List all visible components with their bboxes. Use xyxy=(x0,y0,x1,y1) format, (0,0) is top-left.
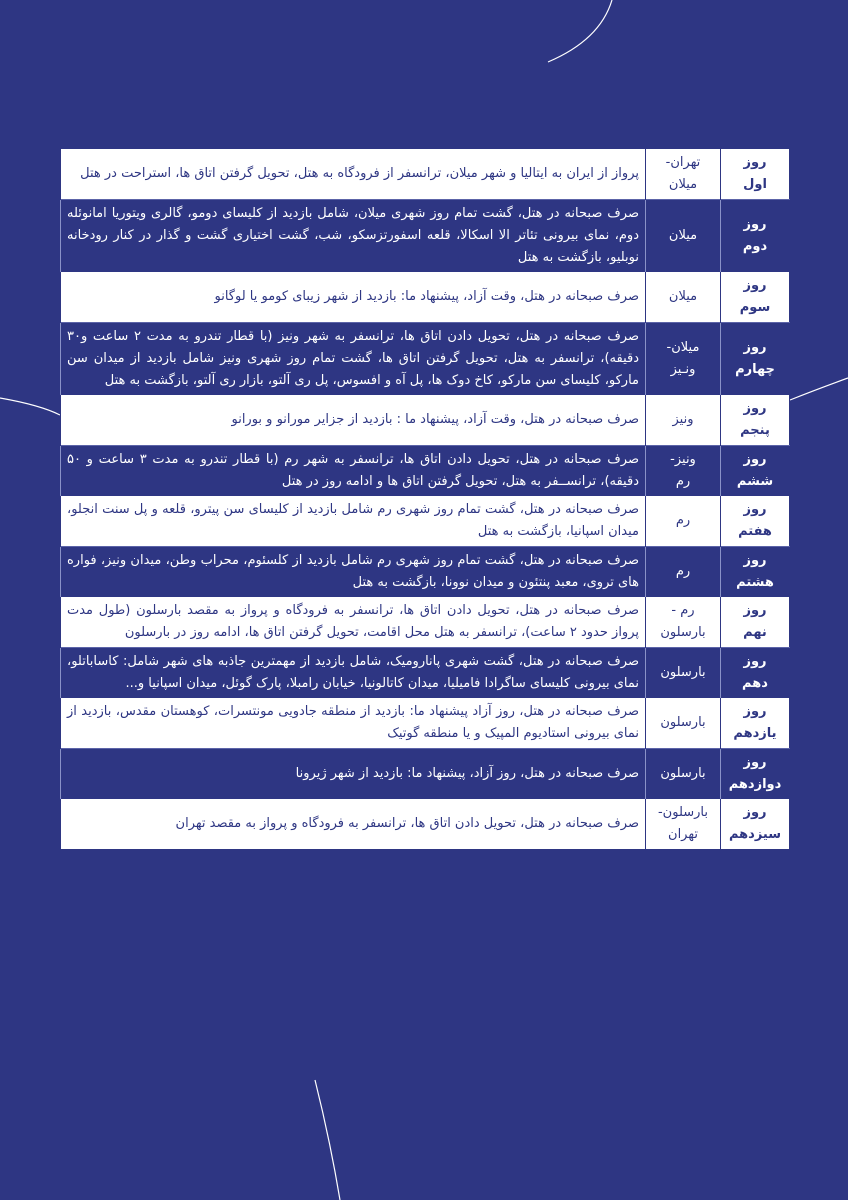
day-description: صرف صبحانه در هتل، تحویل دادن اتاق ها، ترانسفر به فرودگاه و پرواز به مقصد تهران xyxy=(61,799,646,850)
day-label: روز هشتم xyxy=(721,547,790,598)
day-label: روز چهارم xyxy=(721,323,790,396)
city-label: رم xyxy=(646,496,721,547)
itinerary-row xyxy=(61,749,790,800)
city-label: بارسلون xyxy=(646,648,721,699)
day-label: روز هفتم xyxy=(721,496,790,547)
city-label: بارسلون xyxy=(646,749,721,800)
day-description: صرف صبحانه در هتل، گشت تمام روز شهری میلان، شامل بازدید از کلیسای دومو، گالری ویتوریا امانوئله دوم، نمای بیرونی تئاتر الا اسکالا، قلعه اسفورتزسکو، شب، گشت اختیاری گشت و گذار در کنار رودخانه نوبلیو، بازگشت به هتل xyxy=(61,200,646,273)
day-label: روز پنجم xyxy=(721,395,790,446)
day-description: صرف صبحانه در هتل، گشت تمام روز شهری رم شامل بازدید از کلیسای سن پیترو، قلعه و پل سنت انجلو، میدان اسپانیا، بازگشت به هتل xyxy=(61,496,646,547)
city-label: ونیز xyxy=(646,395,721,446)
day-label: روز یازدهم xyxy=(721,698,790,749)
city-label: تهران- میلان xyxy=(646,149,721,200)
day-label: روز سیزدهم xyxy=(721,799,790,850)
itinerary-row xyxy=(61,799,790,850)
city-label: رم - بارسلون xyxy=(646,597,721,648)
city-label: ونیز- رم xyxy=(646,446,721,497)
itinerary-row xyxy=(61,149,790,200)
day-label: روز دوم xyxy=(721,200,790,273)
day-description: صرف صبحانه در هتل، گشت تمام روز شهری رم شامل بازدید از کلسئوم، محراب وطن، میدان ونیز، فواره های تروی، معبد پنتئون و میدان نوونا، بازگشت به هتل xyxy=(61,547,646,598)
city-label: میلان- ونـیز xyxy=(646,323,721,396)
itinerary-row xyxy=(61,698,790,749)
itinerary-row xyxy=(61,323,790,396)
day-description: صرف صبحانه در هتل، روز آزاد پیشنهاد ما: بازدید از منطقه جادویی مونتسرات، کوهستان مقدس، بازدید از نمای بیرونی استادیوم المپیک و یا منطقه گوتیک xyxy=(61,698,646,749)
itinerary-row xyxy=(61,496,790,547)
city-label: بارسلون- تهران xyxy=(646,799,721,850)
day-label: روز نهم xyxy=(721,597,790,648)
day-description: صرف صبحانه در هتل، وقت آزاد، پیشنهاد ما: بازدید از شهر زیبای کومو یا لوگانو xyxy=(61,272,646,323)
day-description: صرف صبحانه در هتل، تحویل دادن اتاق ها، ترانسفر به فرودگاه و پرواز به مقصد بارسلون (طول مدت پرواز حدود ۲ ساعت)، ترانسفر به هتل محل اقامت، تحویل گرفتن اتاق ها، ادامه روز در بارسلون xyxy=(61,597,646,648)
itinerary-row xyxy=(61,597,790,648)
city-label: بارسلون xyxy=(646,698,721,749)
itinerary-row xyxy=(61,200,790,273)
day-label: روز دوازدهم xyxy=(721,749,790,800)
day-description: پرواز از ایران به ایتالیا و شهر میلان، ترانسفر از فرودگاه به هتل، تحویل گرفتن اتاق ها، استراحت در هتل xyxy=(61,149,646,200)
itinerary-row xyxy=(61,648,790,699)
day-description: صرف صبحانه در هتل، تحویل دادن اتاق ها، ترانسفر به شهر رم (با قطار تندرو به مدت ۳ ساعت و ۵۰ دقیقه)، ترانســفر به هتل، تحویل گرفتن اتاق ها و ادامه روز در هتل xyxy=(61,446,646,497)
day-label: روز دهم xyxy=(721,648,790,699)
city-label: میلان xyxy=(646,272,721,323)
day-description: صرف صبحانه در هتل، گشت شهری پانارومیک، شامل بازدید از مهمترین جاذبه های شهر شامل: کاساباتلو، نمای بیرونی کلیسای ساگرادا فامیلیا، میدان کاتالونیا، خیابان رامبلا، پارک گوئل، میدان اسپانیا و... xyxy=(61,648,646,699)
itinerary-row xyxy=(61,272,790,323)
day-label: روز سوم xyxy=(721,272,790,323)
itinerary-row xyxy=(61,547,790,598)
itinerary-table xyxy=(60,148,790,850)
day-description: صرف صبحانه در هتل، روز آزاد، پیشنهاد ما: بازدید از شهر ژیرونا xyxy=(61,749,646,800)
city-label: رم xyxy=(646,547,721,598)
day-label: روز ششم xyxy=(721,446,790,497)
itinerary-row xyxy=(61,395,790,446)
city-label: میلان xyxy=(646,200,721,273)
day-label: روز اول xyxy=(721,149,790,200)
itinerary-row xyxy=(61,446,790,497)
day-description: صرف صبحانه در هتل، وقت آزاد، پیشنهاد ما : بازدید از جزایر مورانو و بورانو xyxy=(61,395,646,446)
day-description: صرف صبحانه در هتل، تحویل دادن اتاق ها، ترانسفر به شهر ونیز (با قطار تندرو به مدت ۲ ساعت و۳۰ دقیقه)، ترانسفر به هتل، تحویل گرفتن اتاق ها، گشت تمام روز شهری ونیز شامل بازدید از میدان سن مارکو، کلیسای سن مارکو، کاخ دوک ها، پل آه و افسوس، پل ری آلتو، بازار ری آلتو، بازگشت به هتل xyxy=(61,323,646,396)
